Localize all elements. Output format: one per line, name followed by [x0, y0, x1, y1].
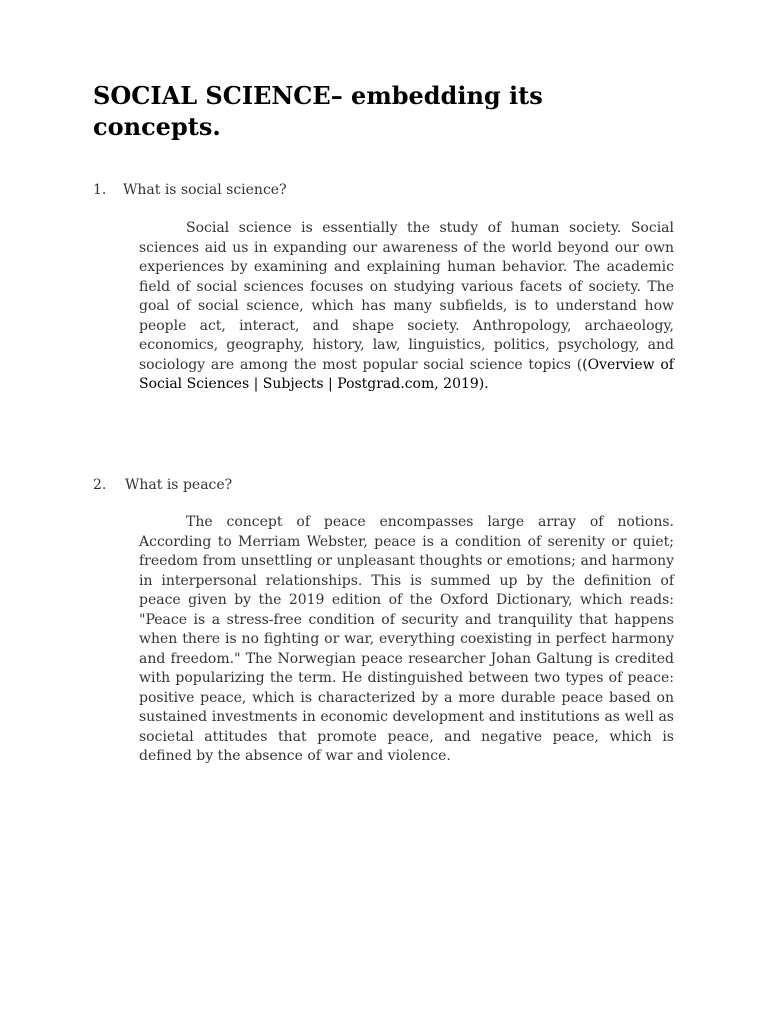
- question-2-text: What is peace?: [125, 477, 233, 493]
- answer-2-paragraph: [139, 513, 674, 767]
- question-1-number: 1.: [93, 182, 107, 198]
- answer-1-text: Social science is essentially the study of human society. Social sciences aid us in expanding our awareness of the world beyond our own experiences by examining and explaining human behavior. The academic field of social sciences focuses on studying various facets of society. The goal of social science, which has many subfields, is to understand how people act, interact, and shape society. Anthropology, archaeology, economics, geography, history, law, linguistics, politics, psychology, and sociology are among the most popular social science topics (: [139, 220, 674, 373]
- question-2: [93, 476, 232, 494]
- question-1: [93, 181, 287, 199]
- answer-2-text: The concept of peace encompasses large array of notions. According to Merriam Webster, peace is a condition of serenity or quiet; freedom from unsettling or unpleasant thoughts or emotions; and harmony in interpersonal relationships. This is summed up by the definition of peace given by the 2019 edition of the Oxford Dictionary, which reads: "Peace is a stress-free condition of security and tranquility that happens when there is no fighting or war, everything coexisting in perfect harmony and freedom." The Norwegian peace researcher Johan Galtung is credited with popularizing the term. He distinguished between two types of peace: positive peace, which is characterized by a more durable peace based on sustained investments in economic development and institutions as well as societal attitudes that promote peace, and negative peace, which is defined by the absence of war and violence.: [139, 514, 674, 764]
- question-1-text: What is social science?: [123, 182, 287, 198]
- answer-1-citation: (Overview of Social Sciences | Subjects | Postgrad.com, 2019).: [139, 356, 674, 392]
- question-2-number: 2.: [93, 477, 107, 493]
- document-title: SOCIAL SCIENCE– embedding its concepts.: [93, 81, 543, 141]
- answer-1-paragraph: [139, 219, 674, 395]
